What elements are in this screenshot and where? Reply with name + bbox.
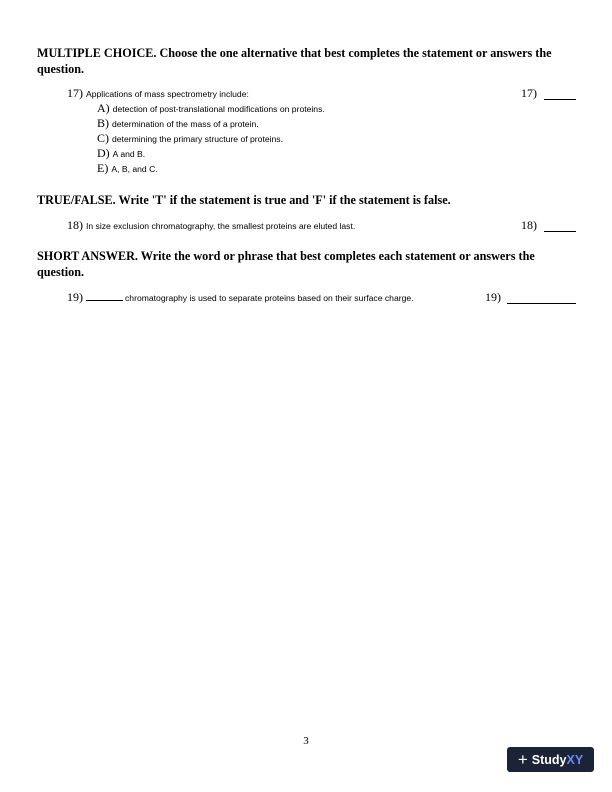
question-18-number: 18) [67,218,83,232]
question-17-number: 17) [67,86,83,100]
question-17-option-c[interactable] [97,131,283,146]
question-17-option-d[interactable] [97,146,145,161]
short-answer-heading: SHORT ANSWER. Write the word or phrase that best completes each statement or answers the question. [37,249,535,279]
question-19-number: 19) [67,290,83,304]
page-number: 3 [303,735,309,747]
option-letter: E) [97,161,109,175]
question-17-answer-blank[interactable] [544,99,576,100]
question-18-text: In size exclusion chromatography, the smallest proteins are eluted last. [86,221,356,231]
option-letter: A) [97,101,110,115]
option-letter: C) [97,131,109,145]
question-19-inline-blank[interactable] [86,292,123,301]
question-17-option-b[interactable] [97,116,259,131]
question-19-answer-label: 19) [485,290,501,304]
question-18 [67,218,355,233]
question-18-answer-label: 18) [521,218,537,232]
question-17-option-e[interactable] [97,161,158,176]
option-letter: D) [97,146,110,160]
option-text: determining the primary structure of proteins. [112,134,283,144]
option-letter: B) [97,116,109,130]
question-18-answer-blank[interactable] [544,231,576,232]
question-19-answer-blank[interactable] [507,303,576,304]
studyxy-badge[interactable] [507,747,594,772]
option-text: determination of the mass of a protein. [112,119,259,129]
question-17-answer-label: 17) [521,86,537,100]
question-19-text: chromatography is used to separate proteins based on their surface charge. [125,293,414,303]
plus-icon: + [517,750,528,769]
true-false-heading: TRUE/FALSE. Write 'T' if the statement is true and 'F' if the statement is false. [37,193,451,207]
option-text: A, B, and C. [111,164,158,174]
question-17-text: Applications of mass spectrometry include: [86,89,249,99]
badge-text-main: Study [531,752,567,767]
question-17-option-a[interactable] [97,101,325,116]
question-19 [67,290,414,305]
option-text: detection of post-translational modifications on proteins. [112,104,325,114]
question-17 [67,86,249,101]
badge-text-accent: XY [566,752,584,767]
option-text: A and B. [112,149,146,159]
multiple-choice-heading: MULTIPLE CHOICE. Choose the one alternative that best completes the statement or answers the question. [37,46,552,76]
